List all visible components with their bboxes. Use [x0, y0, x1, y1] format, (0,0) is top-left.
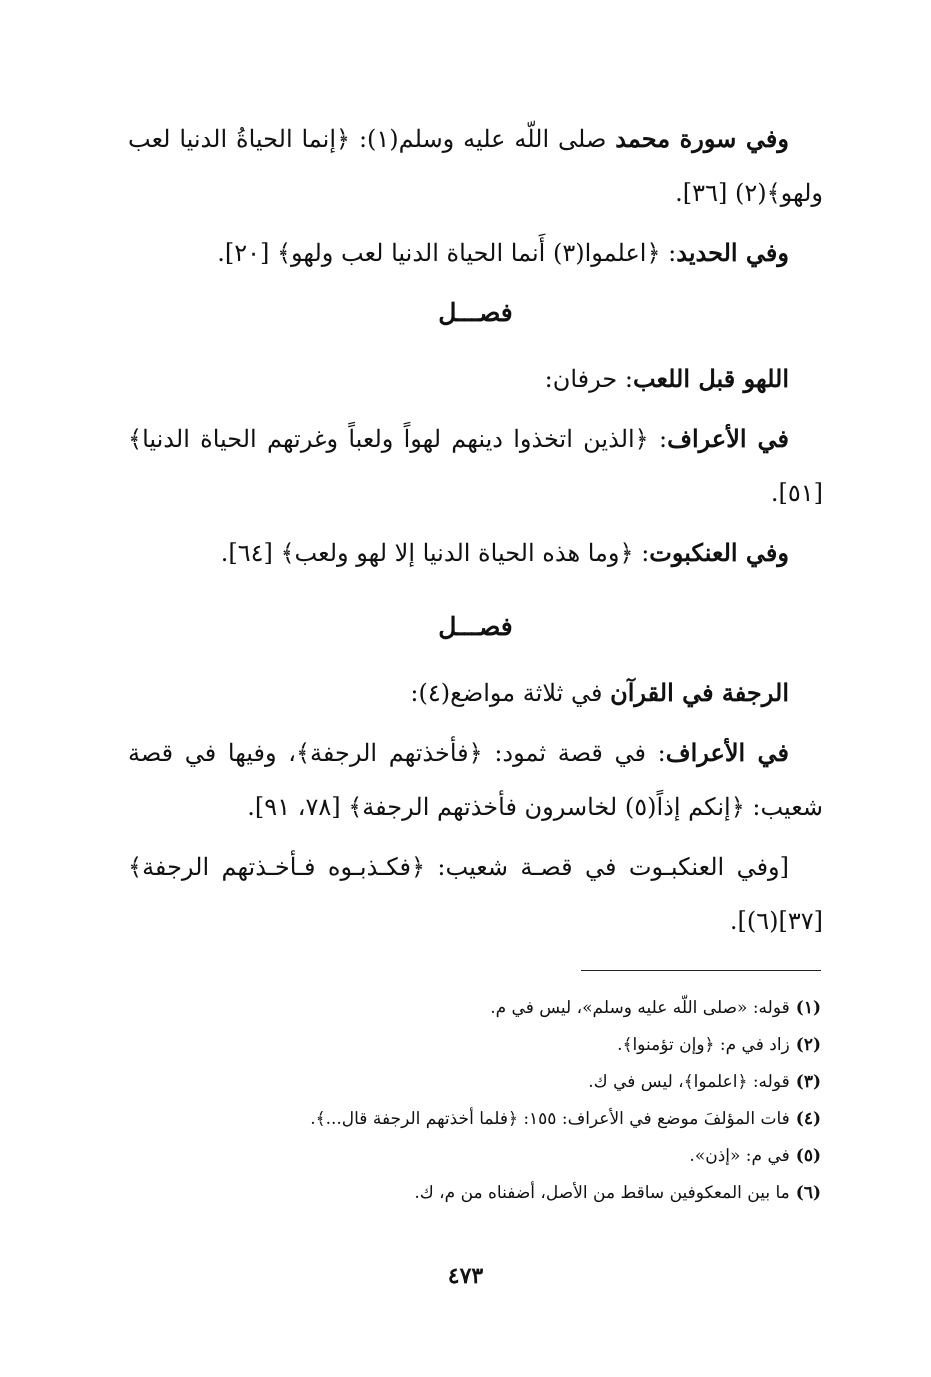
paragraph-lead: في الأعراف	[667, 424, 789, 453]
footnotes	[121, 990, 821, 1212]
footnote-text: زاد في م: ﴿وإن تؤمنوا﴾.	[617, 1035, 790, 1055]
footnote	[121, 1101, 821, 1138]
paragraph-muhammad	[128, 112, 823, 220]
footnote	[121, 1138, 821, 1175]
paragraph-lead: في الأعراف	[665, 738, 790, 767]
paragraph-text: في ثلاثة مواضع(٤):	[410, 679, 611, 707]
footnote-text: فات المؤلفَ موضع في الأعراف: ١٥٥: ﴿فلما أخذتهم الرجفة قال...﴾.	[310, 1109, 790, 1129]
paragraph-lead: وفي سورة محمد	[615, 124, 789, 153]
paragraph-lead: الرجفة في القرآن	[610, 678, 789, 707]
footnote	[121, 1175, 821, 1212]
footnote-text: في م: «إذن».	[689, 1146, 790, 1166]
paragraph-text: : ﴿اعلموا(٣) أَنما الحياة الدنيا لعب ولهو﴾ [٢٠].	[217, 239, 677, 267]
footnote-number: (٦)	[795, 1183, 821, 1203]
paragraph-araf-2	[128, 726, 823, 834]
footnote-number: (٥)	[795, 1146, 821, 1166]
footnote	[121, 1027, 821, 1064]
paragraph-text: : ﴿وما هذه الحياة الدنيا إلا لهو ولعب﴾ [٦٤].	[220, 539, 650, 567]
page-number: ٤٧٣	[447, 1263, 484, 1289]
section-heading: فصـــل	[438, 298, 513, 327]
footnote-number: (٤)	[795, 1109, 821, 1129]
paragraph-text: : ﴿الذين اتخذوا دينهم لهواً ولعباً وغرتهم الحياة الدنيا﴾ [٥١].	[128, 425, 823, 507]
paragraph-ankabut-2	[128, 840, 823, 948]
footnote-number: (٣)	[795, 1072, 821, 1092]
footnote-divider	[581, 970, 821, 971]
paragraph-rajfa	[128, 666, 823, 720]
footnote	[121, 1064, 821, 1101]
paragraph-text: صلى اللّه عليه وسلم(١): ﴿إنما الحياةُ الدنيا لعب ولهو﴾(٢) [٣٦].	[128, 125, 823, 207]
footnote	[121, 990, 821, 1027]
footnote-number: (١)	[795, 998, 821, 1018]
footnote-text: قوله: ﴿اعلموا﴾، ليس في ك.	[588, 1072, 790, 1092]
paragraph-lead: وفي الحديد	[676, 238, 789, 267]
section-heading: فصـــل	[438, 612, 513, 641]
footnote-number: (٢)	[795, 1035, 821, 1055]
paragraph-text: : حرفان:	[544, 365, 633, 393]
paragraph-ankabut-1	[128, 526, 823, 580]
footnote-text: قوله: «صلى اللّه عليه وسلم»، ليس في م.	[490, 998, 790, 1018]
paragraph-lead: وفي العنكبوت	[649, 538, 789, 567]
paragraph-lead: اللهو قبل اللعب	[632, 364, 789, 393]
paragraph-araf-1	[128, 412, 823, 520]
paragraph-hadid	[128, 226, 823, 280]
paragraph-text: [وفي العنكبـوت في قصـة شعيب: ﴿فكـذبـوه فـأخـذتهم الرجفة﴾ [٣٧](٦)].	[128, 853, 823, 935]
paragraph-text: : في قصة ثمود: ﴿فأخذتهم الرجفة﴾، وفيها في قصة شعيب: ﴿إنكم إذاً(٥) لخاسرون فأخذتهم الرجفة﴾ [٧٨، ٩١].	[128, 739, 823, 821]
footnote-text: ما بين المعكوفين ساقط من الأصل، أضفناه من م، ك.	[414, 1183, 790, 1203]
paragraph-lahw	[128, 352, 823, 406]
page-body	[128, 112, 823, 954]
